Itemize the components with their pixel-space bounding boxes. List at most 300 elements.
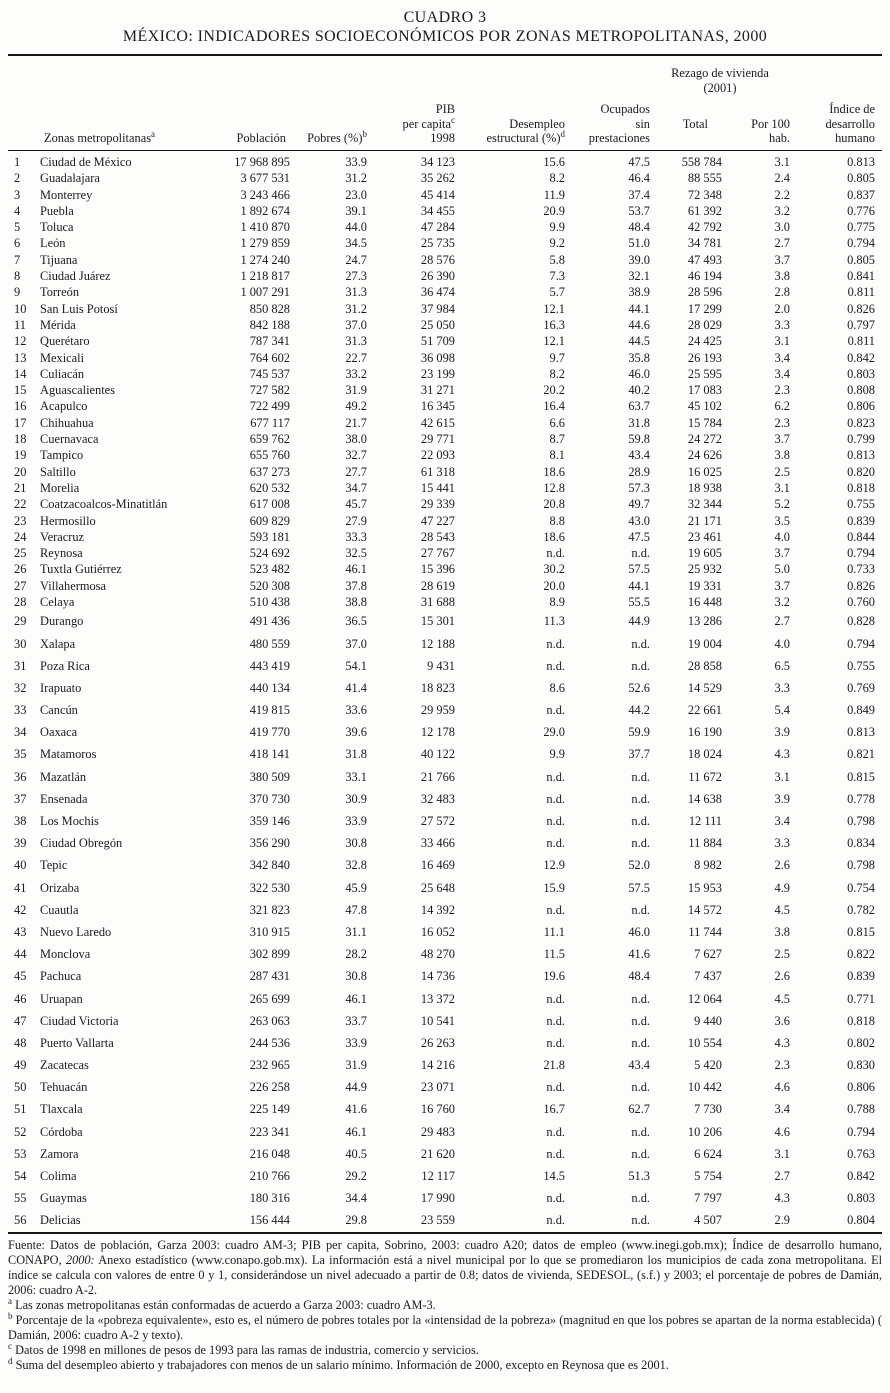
pobres-value: 34.4 bbox=[345, 1191, 367, 1206]
row-rank: 10 bbox=[14, 301, 27, 316]
pib-value: 29 339 bbox=[420, 497, 455, 512]
pib-value: 45 414 bbox=[420, 187, 455, 202]
ocupados-value: n.d. bbox=[631, 991, 650, 1006]
rezago-total-value: 6 624 bbox=[694, 1146, 722, 1161]
idh-value: 0.815 bbox=[847, 924, 875, 939]
pib-value: 9 431 bbox=[427, 658, 455, 673]
idh-value: 0.799 bbox=[847, 432, 875, 447]
ocupados-value: 52.6 bbox=[628, 680, 650, 695]
pib-value: 47 284 bbox=[420, 220, 455, 235]
table-row bbox=[8, 578, 882, 594]
pobres-value: 21.7 bbox=[345, 415, 367, 430]
ocupados-value: 59.9 bbox=[628, 725, 650, 740]
ocupados-value: 44.5 bbox=[628, 334, 650, 349]
col-group-rezago-sub bbox=[650, 117, 790, 146]
row-rank: 51 bbox=[14, 1102, 27, 1117]
table-row bbox=[8, 610, 882, 632]
ocupados-value: 48.4 bbox=[628, 969, 650, 984]
ocupados-value: 41.6 bbox=[628, 947, 650, 962]
poblacion-value: 524 692 bbox=[249, 546, 290, 561]
desempleo-value: 5.7 bbox=[549, 285, 565, 300]
pib-value: 35 262 bbox=[420, 171, 455, 186]
desempleo-value: 12.9 bbox=[543, 858, 565, 873]
footnote-ref-d: d bbox=[560, 129, 565, 140]
table-row bbox=[8, 832, 882, 854]
rezago-total-value: 9 440 bbox=[694, 1013, 722, 1028]
row-rank: 23 bbox=[14, 513, 27, 528]
rezago-total-value: 26 193 bbox=[687, 350, 722, 365]
table-row bbox=[8, 431, 882, 447]
rezago-total-value: 17 299 bbox=[687, 301, 722, 316]
row-rank: 50 bbox=[14, 1080, 27, 1095]
poblacion-value: 520 308 bbox=[249, 578, 290, 593]
col-header-ocupados bbox=[565, 102, 650, 146]
zone-name: León bbox=[40, 236, 66, 251]
ocupados-value: 31.8 bbox=[628, 415, 650, 430]
table-row bbox=[8, 721, 882, 743]
rezago-total-value: 16 448 bbox=[687, 595, 722, 610]
row-rank: 6 bbox=[14, 236, 21, 251]
col-header-idh-l3: humano bbox=[835, 131, 875, 146]
idh-value: 0.806 bbox=[847, 399, 875, 414]
rezago-total-value: 34 781 bbox=[687, 236, 722, 251]
pib-value: 14 736 bbox=[420, 969, 455, 984]
idh-value: 0.775 bbox=[847, 220, 875, 235]
col-header-ocupados-l3: prestaciones bbox=[588, 131, 650, 146]
zone-name: Matamoros bbox=[40, 747, 97, 762]
pib-value: 16 345 bbox=[420, 399, 455, 414]
pib-value: 37 984 bbox=[420, 301, 455, 316]
row-rank: 35 bbox=[14, 747, 27, 762]
table-row bbox=[8, 854, 882, 876]
rezago-por100-value: 2.8 bbox=[774, 285, 790, 300]
poblacion-value: 419 815 bbox=[249, 703, 290, 718]
idh-value: 0.834 bbox=[847, 836, 875, 851]
table-row bbox=[8, 1032, 882, 1054]
idh-value: 0.805 bbox=[847, 252, 875, 267]
poblacion-value: 232 965 bbox=[249, 1058, 290, 1073]
row-rank: 54 bbox=[14, 1169, 27, 1183]
rezago-por100-value: 3.1 bbox=[774, 769, 790, 784]
idh-value: 0.776 bbox=[847, 203, 875, 218]
ocupados-value: 44.6 bbox=[628, 317, 650, 332]
zone-name: Puebla bbox=[40, 203, 74, 218]
desempleo-value: 30.2 bbox=[543, 562, 565, 577]
zone-name: Ciudad Victoria bbox=[40, 1013, 119, 1028]
row-rank: 8 bbox=[14, 269, 21, 284]
zone-name: Guadalajara bbox=[40, 171, 100, 186]
pib-value: 29 771 bbox=[420, 432, 455, 447]
ocupados-value: 35.8 bbox=[628, 350, 650, 365]
pobres-value: 54.1 bbox=[345, 658, 367, 673]
pib-value: 21 620 bbox=[420, 1146, 455, 1161]
col-header-pib-l2: per capita bbox=[402, 116, 451, 131]
poblacion-value: 310 915 bbox=[249, 924, 290, 939]
pib-value: 47 227 bbox=[420, 513, 455, 528]
rezago-por100-value: 5.0 bbox=[774, 562, 790, 577]
desempleo-value: n.d. bbox=[546, 902, 565, 917]
footnote bbox=[8, 1310, 882, 1343]
desempleo-value: 19.6 bbox=[543, 969, 565, 984]
pib-value: 28 619 bbox=[420, 578, 455, 593]
col-header-idh bbox=[790, 102, 875, 146]
pib-value: 28 543 bbox=[420, 529, 455, 544]
rezago-total-value: 19 331 bbox=[687, 578, 722, 593]
poblacion-value: 440 134 bbox=[249, 680, 290, 695]
pobres-value: 49.2 bbox=[345, 399, 367, 414]
idh-value: 0.763 bbox=[847, 1146, 875, 1161]
table-row bbox=[8, 988, 882, 1010]
rezago-por100-value: 3.8 bbox=[774, 924, 790, 939]
pib-value: 26 263 bbox=[420, 1035, 455, 1050]
rezago-total-value: 24 272 bbox=[687, 432, 722, 447]
rezago-por100-value: 2.3 bbox=[774, 383, 790, 398]
rezago-total-value: 23 461 bbox=[687, 529, 722, 544]
row-rank: 48 bbox=[14, 1035, 27, 1050]
idh-value: 0.755 bbox=[847, 497, 875, 512]
desempleo-value: 12.1 bbox=[543, 301, 565, 316]
ocupados-value: n.d. bbox=[631, 814, 650, 828]
pobres-value: 27.9 bbox=[345, 513, 367, 528]
pobres-value: 46.1 bbox=[345, 1124, 367, 1139]
ocupados-value: n.d. bbox=[631, 769, 650, 784]
table-header-row bbox=[8, 56, 882, 150]
poblacion-value: 1 218 817 bbox=[240, 269, 290, 284]
rezago-por100-value: 4.0 bbox=[774, 529, 790, 544]
ocupados-value: 63.7 bbox=[628, 399, 650, 414]
pobres-value: 30.9 bbox=[345, 791, 367, 806]
desempleo-value: 16.4 bbox=[543, 399, 565, 414]
pib-value: 22 093 bbox=[420, 448, 455, 463]
ocupados-value: 55.5 bbox=[628, 595, 650, 610]
poblacion-value: 216 048 bbox=[249, 1146, 290, 1161]
row-rank: 29 bbox=[14, 614, 27, 629]
ocupados-value: 57.5 bbox=[628, 880, 650, 895]
rezago-por100-value: 3.0 bbox=[774, 220, 790, 235]
rezago-por100-value: 4.5 bbox=[774, 991, 790, 1006]
row-rank: 5 bbox=[14, 220, 21, 235]
pobres-value: 37.0 bbox=[345, 636, 367, 651]
ocupados-value: 52.0 bbox=[628, 858, 650, 873]
poblacion-value: 745 537 bbox=[249, 366, 290, 381]
rezago-total-value: 7 730 bbox=[694, 1102, 722, 1117]
col-header-pib-l3: 1998 bbox=[430, 131, 455, 146]
pib-value: 61 318 bbox=[420, 464, 455, 479]
zone-name: Monterrey bbox=[40, 187, 93, 202]
desempleo-value: n.d. bbox=[546, 836, 565, 851]
idh-value: 0.803 bbox=[847, 1191, 875, 1206]
table-row bbox=[8, 899, 882, 921]
pib-value: 48 270 bbox=[420, 947, 455, 962]
idh-value: 0.849 bbox=[847, 703, 875, 718]
zone-name: Mérida bbox=[40, 317, 76, 332]
footnote bbox=[8, 1340, 882, 1358]
rezago-total-value: 14 572 bbox=[687, 902, 722, 917]
rezago-por100-value: 3.1 bbox=[774, 334, 790, 349]
ocupados-value: n.d. bbox=[631, 1213, 650, 1228]
rezago-por100-value: 3.3 bbox=[774, 317, 790, 332]
desempleo-value: 15.6 bbox=[543, 155, 565, 169]
ocupados-value: 47.5 bbox=[628, 529, 650, 544]
poblacion-value: 764 602 bbox=[249, 350, 290, 365]
idh-value: 0.815 bbox=[847, 769, 875, 784]
rezago-por100-value: 2.7 bbox=[774, 614, 790, 629]
rezago-total-value: 25 595 bbox=[687, 366, 722, 381]
zone-name: Nuevo Laredo bbox=[40, 924, 112, 939]
row-rank: 56 bbox=[14, 1213, 27, 1228]
idh-value: 0.782 bbox=[847, 902, 875, 917]
pib-value: 16 760 bbox=[420, 1102, 455, 1117]
footnote-ref-b: b bbox=[362, 129, 367, 140]
col-header-desempleo-l1: Desempleo bbox=[509, 116, 565, 131]
pobres-value: 33.9 bbox=[345, 1035, 367, 1050]
pib-value: 23 071 bbox=[420, 1080, 455, 1095]
row-rank: 44 bbox=[14, 947, 27, 962]
col-header-pib-l1: PIB bbox=[435, 102, 455, 117]
poblacion-value: 322 530 bbox=[249, 880, 290, 895]
ocupados-value: 37.7 bbox=[628, 747, 650, 762]
rezago-total-value: 28 858 bbox=[687, 658, 722, 673]
rezago-total-value: 5 420 bbox=[694, 1058, 722, 1073]
col-header-por100-l2: hab. bbox=[769, 131, 790, 146]
desempleo-value: n.d. bbox=[546, 636, 565, 651]
rezago-por100-value: 3.8 bbox=[774, 269, 790, 284]
zone-name: Oaxaca bbox=[40, 725, 78, 740]
pobres-value: 41.4 bbox=[345, 680, 367, 695]
table-row bbox=[8, 170, 882, 186]
poblacion-value: 180 316 bbox=[249, 1191, 290, 1206]
idh-value: 0.813 bbox=[847, 155, 875, 169]
rezago-total-value: 22 661 bbox=[687, 703, 722, 718]
footnote-text: Porcentaje de la «pobreza equivalente», esto es, el número de pobres totales por la «intensidad de la pobreza» (magnitud en que los pobres se apartan de la norma establecida) ( Damián, 2006: cuadro A-2 y texto). bbox=[8, 1312, 882, 1342]
desempleo-value: 8.6 bbox=[549, 680, 565, 695]
idh-value: 0.798 bbox=[847, 858, 875, 873]
col-header-pobres bbox=[290, 131, 367, 146]
poblacion-value: 302 899 bbox=[249, 947, 290, 962]
row-rank: 16 bbox=[14, 399, 27, 414]
zone-name: Colima bbox=[40, 1169, 77, 1183]
rezago-total-value: 21 171 bbox=[687, 513, 722, 528]
table-row bbox=[8, 561, 882, 577]
zone-name: Ciudad Obregón bbox=[40, 836, 123, 851]
row-rank: 20 bbox=[14, 464, 27, 479]
rezago-total-value: 4 507 bbox=[694, 1213, 722, 1228]
pobres-value: 37.8 bbox=[345, 578, 367, 593]
footnote-marker: d bbox=[8, 1355, 13, 1366]
idh-value: 0.822 bbox=[847, 947, 875, 962]
row-rank: 24 bbox=[14, 529, 27, 544]
rezago-por100-value: 3.9 bbox=[774, 725, 790, 740]
zone-name: Villahermosa bbox=[40, 578, 107, 593]
ocupados-value: n.d. bbox=[631, 658, 650, 673]
desempleo-value: 20.0 bbox=[543, 578, 565, 593]
footnote-text: Suma del desempleo abierto y trabajadores con menos de un salario mínimo. Información de 2000, excepto en Reynosa que es 2001. bbox=[12, 1357, 669, 1372]
pib-value: 51 709 bbox=[420, 334, 455, 349]
ocupados-value: n.d. bbox=[631, 1013, 650, 1028]
zone-name: San Luis Potosí bbox=[40, 301, 118, 316]
desempleo-value: n.d. bbox=[546, 1124, 565, 1139]
pobres-value: 29.8 bbox=[345, 1213, 367, 1228]
rezago-total-value: 24 626 bbox=[687, 448, 722, 463]
idh-value: 0.733 bbox=[847, 562, 875, 577]
col-header-por100-l1: Por 100 bbox=[751, 116, 790, 131]
table-row bbox=[8, 284, 882, 300]
idh-value: 0.771 bbox=[847, 991, 875, 1006]
pobres-value: 46.1 bbox=[345, 991, 367, 1006]
row-rank: 55 bbox=[14, 1191, 27, 1206]
rezago-total-value: 16 025 bbox=[687, 464, 722, 479]
idh-value: 0.769 bbox=[847, 680, 875, 695]
desempleo-value: 20.2 bbox=[543, 383, 565, 398]
zone-name: Poza Rica bbox=[40, 658, 90, 673]
rezago-por100-value: 4.9 bbox=[774, 880, 790, 895]
rezago-label-l1: Rezago de vivienda bbox=[671, 66, 769, 80]
col-group-rezago-label bbox=[650, 66, 790, 95]
desempleo-value: 16.7 bbox=[543, 1102, 565, 1117]
row-rank: 33 bbox=[14, 703, 27, 718]
rezago-por100-value: 3.2 bbox=[774, 595, 790, 610]
idh-value: 0.813 bbox=[847, 448, 875, 463]
poblacion-value: 655 760 bbox=[249, 448, 290, 463]
rezago-por100-value: 4.5 bbox=[774, 902, 790, 917]
table-row bbox=[8, 350, 882, 366]
col-header-total: Total bbox=[682, 116, 708, 131]
pib-value: 34 455 bbox=[420, 203, 455, 218]
zone-name: Mexicali bbox=[40, 350, 85, 365]
zone-name: Cuernavaca bbox=[40, 432, 99, 447]
col-header-idh-l1: Índice de bbox=[829, 102, 875, 117]
table-row bbox=[8, 317, 882, 333]
poblacion-value: 419 770 bbox=[249, 725, 290, 740]
col-header-desempleo-l2: estructural (%) bbox=[486, 131, 561, 146]
desempleo-value: 9.9 bbox=[549, 220, 565, 235]
rezago-total-value: 5 754 bbox=[694, 1169, 722, 1183]
poblacion-value: 3 677 531 bbox=[240, 171, 290, 186]
rezago-total-value: 15 784 bbox=[687, 415, 722, 430]
footnote-text: Datos de 1998 en millones de pesos de 1993 para las ramas de industria, comercio y servicios. bbox=[12, 1342, 479, 1357]
pib-value: 15 396 bbox=[420, 562, 455, 577]
desempleo-value: 8.8 bbox=[549, 513, 565, 528]
poblacion-value: 443 419 bbox=[249, 658, 290, 673]
row-rank: 3 bbox=[14, 187, 21, 202]
desempleo-value: 12.8 bbox=[543, 480, 565, 495]
table-row bbox=[8, 366, 882, 382]
rezago-total-value: 10 442 bbox=[687, 1080, 722, 1095]
ocupados-value: 37.4 bbox=[628, 187, 650, 202]
zone-name: Mazatlán bbox=[40, 769, 87, 784]
poblacion-value: 1 410 870 bbox=[240, 220, 290, 235]
pobres-value: 34.7 bbox=[345, 480, 367, 495]
idh-value: 0.778 bbox=[847, 791, 875, 806]
row-rank: 18 bbox=[14, 432, 27, 447]
ocupados-value: n.d. bbox=[631, 1080, 650, 1095]
pib-value: 25 648 bbox=[420, 880, 455, 895]
table-row bbox=[8, 655, 882, 677]
idh-value: 0.842 bbox=[847, 350, 875, 365]
table-body bbox=[8, 151, 882, 1232]
ocupados-value: 39.0 bbox=[628, 252, 650, 267]
desempleo-value: n.d. bbox=[546, 769, 565, 784]
pib-value: 17 990 bbox=[420, 1191, 455, 1206]
rezago-por100-value: 2.9 bbox=[774, 1213, 790, 1228]
pib-value: 32 483 bbox=[420, 791, 455, 806]
ocupados-value: n.d. bbox=[631, 791, 650, 806]
pobres-value: 32.8 bbox=[345, 858, 367, 873]
desempleo-value: n.d. bbox=[546, 1035, 565, 1050]
table-row bbox=[8, 252, 882, 268]
pib-value: 21 766 bbox=[420, 769, 455, 784]
ocupados-value: 43.0 bbox=[628, 513, 650, 528]
footnote-marker: b bbox=[8, 1310, 13, 1321]
idh-value: 0.818 bbox=[847, 480, 875, 495]
rezago-por100-value: 2.3 bbox=[774, 415, 790, 430]
col-header-pobres-label: Pobres (%) bbox=[307, 131, 363, 146]
desempleo-value: 9.7 bbox=[549, 350, 565, 365]
rezago-por100-value: 5.4 bbox=[774, 703, 790, 718]
zone-name: Irapuato bbox=[40, 680, 82, 695]
ocupados-value: 43.4 bbox=[628, 448, 650, 463]
zone-name: Torreón bbox=[40, 285, 80, 300]
rezago-por100-value: 3.4 bbox=[774, 350, 790, 365]
zone-name: Ciudad de México bbox=[40, 155, 132, 169]
row-rank: 40 bbox=[14, 858, 27, 873]
table-row bbox=[8, 633, 882, 655]
idh-value: 0.806 bbox=[847, 1080, 875, 1095]
zone-name: Puerto Vallarta bbox=[40, 1035, 114, 1050]
table-title-block bbox=[8, 0, 882, 46]
idh-value: 0.755 bbox=[847, 658, 875, 673]
rezago-por100-value: 4.6 bbox=[774, 1080, 790, 1095]
idh-value: 0.828 bbox=[847, 614, 875, 629]
idh-value: 0.794 bbox=[847, 546, 875, 561]
desempleo-value: 6.6 bbox=[549, 415, 565, 430]
zone-name: Córdoba bbox=[40, 1124, 83, 1139]
desempleo-value: 16.3 bbox=[543, 317, 565, 332]
rezago-total-value: 8 982 bbox=[694, 858, 722, 873]
idh-value: 0.826 bbox=[847, 301, 875, 316]
pobres-value: 44.9 bbox=[345, 1080, 367, 1095]
pobres-value: 44.0 bbox=[345, 220, 367, 235]
desempleo-value: 11.3 bbox=[543, 614, 565, 629]
row-rank: 36 bbox=[14, 769, 27, 784]
idh-value: 0.805 bbox=[847, 171, 875, 186]
zone-name: Durango bbox=[40, 614, 84, 629]
desempleo-value: n.d. bbox=[546, 791, 565, 806]
pobres-value: 36.5 bbox=[345, 614, 367, 629]
ocupados-value: n.d. bbox=[631, 1191, 650, 1206]
pib-value: 25 735 bbox=[420, 236, 455, 251]
row-rank: 4 bbox=[14, 203, 21, 218]
zone-name: Acapulco bbox=[40, 399, 88, 414]
rezago-por100-value: 3.7 bbox=[774, 252, 790, 267]
rezago-por100-value: 2.7 bbox=[774, 1169, 790, 1183]
idh-value: 0.802 bbox=[847, 1035, 875, 1050]
rezago-total-value: 12 111 bbox=[688, 814, 722, 828]
rezago-por100-value: 3.4 bbox=[774, 1102, 790, 1117]
table-row bbox=[8, 677, 882, 699]
ocupados-value: 48.4 bbox=[628, 220, 650, 235]
zone-name: Tampico bbox=[40, 448, 84, 463]
desempleo-value: 18.6 bbox=[543, 529, 565, 544]
idh-value: 0.813 bbox=[847, 725, 875, 740]
pobres-value: 47.8 bbox=[345, 902, 367, 917]
pobres-value: 30.8 bbox=[345, 836, 367, 851]
rezago-por100-value: 5.2 bbox=[774, 497, 790, 512]
zone-name: Veracruz bbox=[40, 529, 85, 544]
rezago-por100-value: 3.8 bbox=[774, 448, 790, 463]
desempleo-value: 11.5 bbox=[543, 947, 565, 962]
idh-value: 0.842 bbox=[847, 1169, 875, 1183]
